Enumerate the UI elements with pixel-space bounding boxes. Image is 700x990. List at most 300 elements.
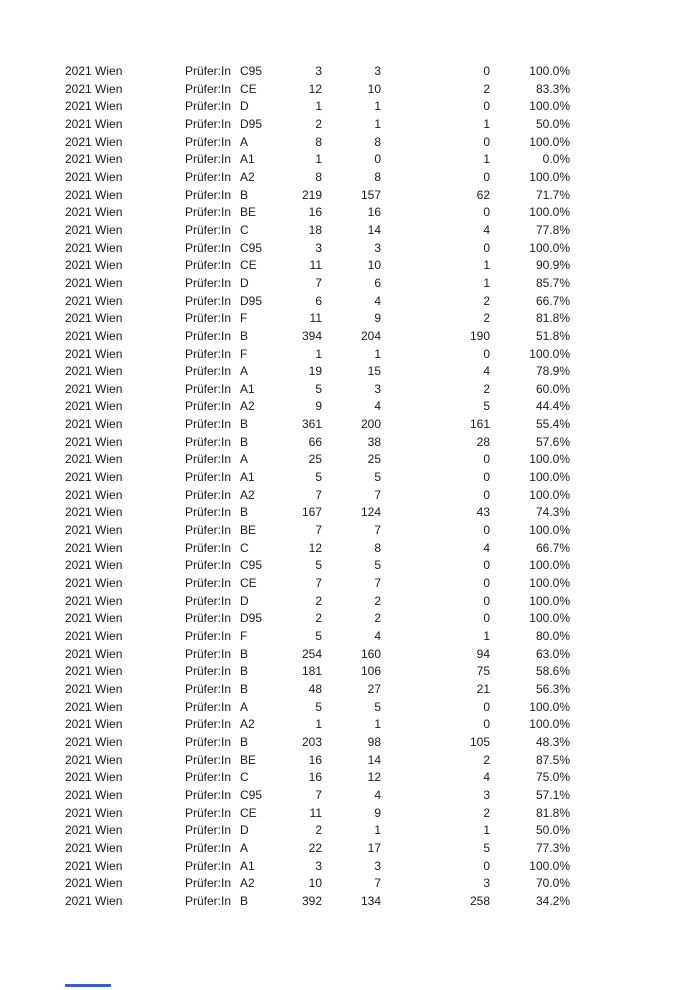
table-row [65,169,570,187]
cell-examiner: Prüfer:In [185,381,232,396]
cell-examiner: Prüfer:In [185,311,232,326]
table-row [65,346,570,364]
cell-license-category: B [240,681,249,696]
cell-value-1: 5 [315,699,322,714]
cell-value-1: 19 [308,364,322,379]
cell-value-3: 0 [483,64,490,78]
cell-examiner: Prüfer:In [185,134,232,149]
cell-value-1: 5 [315,629,322,643]
cell-value-3: 1 [483,258,490,273]
cell-year-region: 2021 Wien [65,187,123,202]
cell-examiner: Prüfer:In [185,823,232,838]
cell-value-3: 4 [483,540,490,555]
cell-year-region: 2021 Wien [65,240,123,255]
cell-examiner: Prüfer:In [185,540,232,555]
cell-value-2: 2 [374,611,381,626]
cell-examiner: Prüfer:In [185,805,232,820]
cell-percentage: 44.4% [535,399,570,414]
table-row [65,540,570,558]
cell-examiner: Prüfer:In [185,64,232,78]
cell-value-1: 9 [315,399,322,414]
cell-examiner: Prüfer:In [185,487,232,502]
cell-license-category: C [240,222,249,237]
cell-examiner: Prüfer:In [185,664,232,679]
cell-value-3: 0 [483,699,490,714]
cell-value-2: 8 [374,169,381,184]
cell-examiner: Prüfer:In [185,893,232,908]
cell-examiner: Prüfer:In [185,717,232,732]
table-row [65,116,570,134]
table-row [65,716,570,734]
cell-percentage: 56.3% [535,681,570,696]
cell-value-3: 1 [483,275,490,290]
cell-value-2: 134 [360,893,381,908]
cell-percentage: 100.0% [529,558,570,573]
cell-value-2: 5 [374,558,381,573]
cell-value-1: 48 [308,681,322,696]
cell-year-region: 2021 Wien [65,558,123,573]
cell-value-1: 2 [315,611,322,626]
cell-license-category: A1 [240,858,255,873]
cell-value-3: 0 [483,99,490,114]
cell-examiner: Prüfer:In [185,470,232,485]
cell-value-3: 0 [483,487,490,502]
table-row [65,752,570,770]
cell-year-region: 2021 Wien [65,876,123,891]
cell-examiner: Prüfer:In [185,205,232,220]
cell-value-2: 7 [374,487,381,502]
cell-percentage: 100.0% [529,717,570,732]
cell-year-region: 2021 Wien [65,523,123,538]
cell-percentage: 81.8% [535,311,570,326]
cell-value-3: 94 [476,646,490,661]
cell-license-category: A2 [240,399,255,414]
cell-year-region: 2021 Wien [65,681,123,696]
cell-value-3: 2 [483,381,490,396]
cell-year-region: 2021 Wien [65,116,123,131]
cell-value-3: 43 [476,505,490,520]
cell-license-category: B [240,646,249,661]
cell-value-2: 204 [360,328,381,343]
cell-examiner: Prüfer:In [185,593,232,608]
cell-percentage: 85.7% [535,275,570,290]
cell-percentage: 100.0% [529,470,570,485]
cell-year-region: 2021 Wien [65,487,123,502]
cell-value-3: 0 [483,470,490,485]
cell-license-category: A1 [240,470,255,485]
cell-license-category: A1 [240,381,255,396]
cell-percentage: 48.3% [535,734,570,749]
cell-license-category: B [240,328,249,343]
cell-license-category: C95 [240,240,263,255]
table-row [65,151,570,169]
cell-license-category: CE [240,258,257,273]
cell-year-region: 2021 Wien [65,540,123,555]
cell-license-category: A1 [240,152,255,167]
footer-accent-bar [65,984,111,987]
cell-license-category: A [240,452,249,467]
cell-value-1: 18 [308,222,322,237]
cell-examiner: Prüfer:In [185,152,232,167]
cell-year-region: 2021 Wien [65,646,123,661]
cell-percentage: 77.8% [535,222,570,237]
table-row [65,469,570,487]
cell-percentage: 100.0% [529,64,570,78]
results-table [65,63,570,911]
cell-license-category: B [240,734,249,749]
cell-year-region: 2021 Wien [65,629,123,643]
cell-year-region: 2021 Wien [65,417,123,432]
table-row [65,610,570,628]
cell-value-1: 22 [308,840,322,855]
cell-percentage: 100.0% [529,452,570,467]
cell-examiner: Prüfer:In [185,116,232,131]
cell-year-region: 2021 Wien [65,399,123,414]
cell-license-category: D95 [240,293,263,308]
cell-value-2: 27 [367,681,381,696]
cell-examiner: Prüfer:In [185,81,232,96]
cell-value-2: 9 [374,805,381,820]
cell-license-category: A2 [240,169,255,184]
cell-value-2: 7 [374,523,381,538]
cell-percentage: 78.9% [535,364,570,379]
cell-value-2: 14 [367,752,381,767]
cell-value-1: 394 [301,328,322,343]
cell-year-region: 2021 Wien [65,470,123,485]
cell-percentage: 80.0% [535,629,570,643]
cell-year-region: 2021 Wien [65,169,123,184]
cell-value-1: 16 [308,752,322,767]
cell-value-2: 10 [367,81,381,96]
cell-value-3: 0 [483,346,490,361]
cell-value-3: 0 [483,205,490,220]
table-row [65,187,570,205]
cell-value-1: 8 [315,169,322,184]
cell-percentage: 63.0% [535,646,570,661]
cell-percentage: 66.7% [535,293,570,308]
cell-percentage: 100.0% [529,346,570,361]
cell-value-3: 5 [483,399,490,414]
cell-value-2: 12 [367,770,381,785]
cell-year-region: 2021 Wien [65,81,123,96]
cell-value-2: 5 [374,699,381,714]
table-row [65,222,570,240]
cell-value-1: 1 [315,99,322,114]
cell-value-2: 1 [374,717,381,732]
cell-license-category: B [240,505,249,520]
cell-value-2: 5 [374,470,381,485]
cell-license-category: A [240,840,249,855]
table-row [65,204,570,222]
cell-examiner: Prüfer:In [185,275,232,290]
cell-year-region: 2021 Wien [65,664,123,679]
cell-value-2: 3 [374,381,381,396]
cell-examiner: Prüfer:In [185,417,232,432]
cell-value-3: 5 [483,840,490,855]
cell-value-3: 2 [483,311,490,326]
cell-year-region: 2021 Wien [65,893,123,908]
cell-value-3: 0 [483,593,490,608]
table-row [65,275,570,293]
cell-value-1: 392 [301,893,322,908]
cell-percentage: 60.0% [535,381,570,396]
cell-percentage: 87.5% [535,752,570,767]
cell-value-3: 2 [483,81,490,96]
cell-value-3: 62 [476,187,490,202]
cell-value-1: 5 [315,470,322,485]
cell-value-1: 66 [308,434,322,449]
cell-year-region: 2021 Wien [65,787,123,802]
cell-license-category: CE [240,576,257,591]
cell-value-2: 4 [374,787,381,802]
cell-percentage: 90.9% [535,258,570,273]
cell-examiner: Prüfer:In [185,222,232,237]
table-row [65,504,570,522]
table-row [65,416,570,434]
cell-percentage: 57.6% [535,434,570,449]
cell-percentage: 71.7% [535,187,570,202]
cell-value-1: 7 [315,576,322,591]
cell-value-1: 8 [315,134,322,149]
cell-percentage: 100.0% [529,487,570,502]
cell-examiner: Prüfer:In [185,187,232,202]
cell-value-2: 14 [367,222,381,237]
cell-percentage: 100.0% [529,523,570,538]
cell-value-3: 1 [483,629,490,643]
table-row [65,840,570,858]
cell-license-category: F [240,346,248,361]
cell-examiner: Prüfer:In [185,399,232,414]
cell-examiner: Prüfer:In [185,787,232,802]
cell-value-1: 181 [301,664,322,679]
cell-license-category: D95 [240,611,263,626]
cell-value-2: 1 [374,346,381,361]
cell-year-region: 2021 Wien [65,734,123,749]
cell-value-2: 8 [374,540,381,555]
cell-examiner: Prüfer:In [185,346,232,361]
cell-percentage: 83.3% [535,81,570,96]
table-row [65,398,570,416]
cell-value-1: 7 [315,523,322,538]
cell-examiner: Prüfer:In [185,734,232,749]
cell-value-1: 203 [301,734,322,749]
cell-examiner: Prüfer:In [185,876,232,891]
cell-year-region: 2021 Wien [65,823,123,838]
table-row [65,522,570,540]
cell-value-1: 167 [301,505,322,520]
cell-examiner: Prüfer:In [185,452,232,467]
cell-value-2: 38 [367,434,381,449]
cell-value-2: 7 [374,576,381,591]
cell-license-category: D [240,99,249,114]
cell-examiner: Prüfer:In [185,611,232,626]
cell-value-1: 10 [308,876,322,891]
cell-value-2: 3 [374,858,381,873]
cell-percentage: 81.8% [535,805,570,820]
cell-year-region: 2021 Wien [65,717,123,732]
cell-value-2: 4 [374,629,381,643]
cell-year-region: 2021 Wien [65,381,123,396]
table-row [65,681,570,699]
cell-value-1: 1 [315,717,322,732]
cell-license-category: BE [240,752,257,767]
cell-examiner: Prüfer:In [185,681,232,696]
cell-value-1: 254 [301,646,322,661]
cell-value-2: 1 [374,823,381,838]
cell-examiner: Prüfer:In [185,328,232,343]
cell-value-3: 0 [483,558,490,573]
cell-year-region: 2021 Wien [65,205,123,220]
table-row [65,381,570,399]
cell-percentage: 100.0% [529,699,570,714]
table-row [65,593,570,611]
table-row [65,893,570,911]
cell-value-3: 258 [469,893,490,908]
cell-license-category: A [240,364,249,379]
cell-license-category: B [240,893,249,908]
cell-value-3: 0 [483,717,490,732]
table-row [65,822,570,840]
table-row [65,434,570,452]
cell-examiner: Prüfer:In [185,699,232,714]
cell-year-region: 2021 Wien [65,452,123,467]
cell-value-3: 28 [476,434,490,449]
cell-value-3: 21 [476,681,490,696]
cell-examiner: Prüfer:In [185,770,232,785]
cell-value-2: 1 [374,99,381,114]
cell-year-region: 2021 Wien [65,752,123,767]
cell-value-3: 0 [483,134,490,149]
cell-year-region: 2021 Wien [65,699,123,714]
cell-value-1: 5 [315,558,322,573]
table-row [65,805,570,823]
cell-value-2: 0 [374,152,381,167]
cell-percentage: 51.8% [535,328,570,343]
cell-year-region: 2021 Wien [65,858,123,873]
cell-value-1: 219 [301,187,322,202]
table-row [65,858,570,876]
cell-license-category: C95 [240,64,263,78]
cell-percentage: 100.0% [529,240,570,255]
table-row [65,363,570,381]
cell-value-2: 17 [367,840,381,855]
cell-percentage: 100.0% [529,576,570,591]
cell-license-category: B [240,664,249,679]
cell-value-1: 16 [308,770,322,785]
cell-year-region: 2021 Wien [65,99,123,114]
cell-value-3: 0 [483,523,490,538]
cell-percentage: 100.0% [529,611,570,626]
cell-value-3: 161 [469,417,490,432]
cell-year-region: 2021 Wien [65,222,123,237]
table-row [65,451,570,469]
cell-examiner: Prüfer:In [185,169,232,184]
cell-license-category: D95 [240,116,263,131]
cell-value-2: 25 [367,452,381,467]
cell-value-1: 1 [315,346,322,361]
cell-value-3: 1 [483,152,490,167]
cell-percentage: 74.3% [535,505,570,520]
cell-percentage: 66.7% [535,540,570,555]
cell-license-category: A [240,134,249,149]
cell-value-1: 5 [315,381,322,396]
results-table-body [65,63,570,911]
cell-percentage: 100.0% [529,169,570,184]
cell-year-region: 2021 Wien [65,275,123,290]
cell-license-category: A2 [240,876,255,891]
cell-year-region: 2021 Wien [65,293,123,308]
table-row [65,699,570,717]
table-row [65,487,570,505]
table-row [65,769,570,787]
cell-value-1: 11 [309,311,322,326]
cell-percentage: 75.0% [535,770,570,785]
cell-year-region: 2021 Wien [65,364,123,379]
cell-value-3: 0 [483,169,490,184]
cell-value-1: 12 [308,81,322,96]
cell-license-category: C [240,770,249,785]
cell-value-2: 157 [360,187,381,202]
cell-year-region: 2021 Wien [65,134,123,149]
cell-percentage: 100.0% [529,205,570,220]
cell-value-1: 6 [315,293,322,308]
cell-examiner: Prüfer:In [185,576,232,591]
cell-year-region: 2021 Wien [65,505,123,520]
cell-year-region: 2021 Wien [65,611,123,626]
cell-license-category: A2 [240,717,255,732]
table-row [65,734,570,752]
table-row [65,240,570,258]
cell-value-3: 0 [483,576,490,591]
cell-value-2: 15 [367,364,381,379]
cell-value-2: 98 [367,734,381,749]
cell-license-category: D [240,823,249,838]
cell-value-3: 0 [483,240,490,255]
table-row [65,81,570,99]
cell-year-region: 2021 Wien [65,311,123,326]
cell-value-1: 3 [315,858,322,873]
cell-year-region: 2021 Wien [65,346,123,361]
cell-value-1: 3 [315,64,322,78]
cell-percentage: 100.0% [529,134,570,149]
cell-license-category: F [240,629,248,643]
cell-license-category: BE [240,205,257,220]
cell-value-3: 0 [483,611,490,626]
cell-value-3: 2 [483,293,490,308]
cell-percentage: 50.0% [535,823,570,838]
cell-license-category: CE [240,805,257,820]
cell-percentage: 100.0% [529,858,570,873]
cell-value-2: 8 [374,134,381,149]
cell-year-region: 2021 Wien [65,770,123,785]
cell-value-1: 3 [315,240,322,255]
cell-year-region: 2021 Wien [65,328,123,343]
cell-percentage: 100.0% [529,593,570,608]
cell-examiner: Prüfer:In [185,523,232,538]
cell-value-3: 190 [469,328,490,343]
cell-examiner: Prüfer:In [185,629,232,643]
cell-value-2: 16 [367,205,381,220]
cell-percentage: 55.4% [535,417,570,432]
cell-examiner: Prüfer:In [185,434,232,449]
cell-value-3: 2 [483,752,490,767]
cell-year-region: 2021 Wien [65,152,123,167]
cell-license-category: B [240,434,249,449]
cell-value-1: 2 [315,823,322,838]
cell-license-category: A2 [240,487,255,502]
cell-value-2: 4 [374,399,381,414]
cell-value-2: 160 [360,646,381,661]
